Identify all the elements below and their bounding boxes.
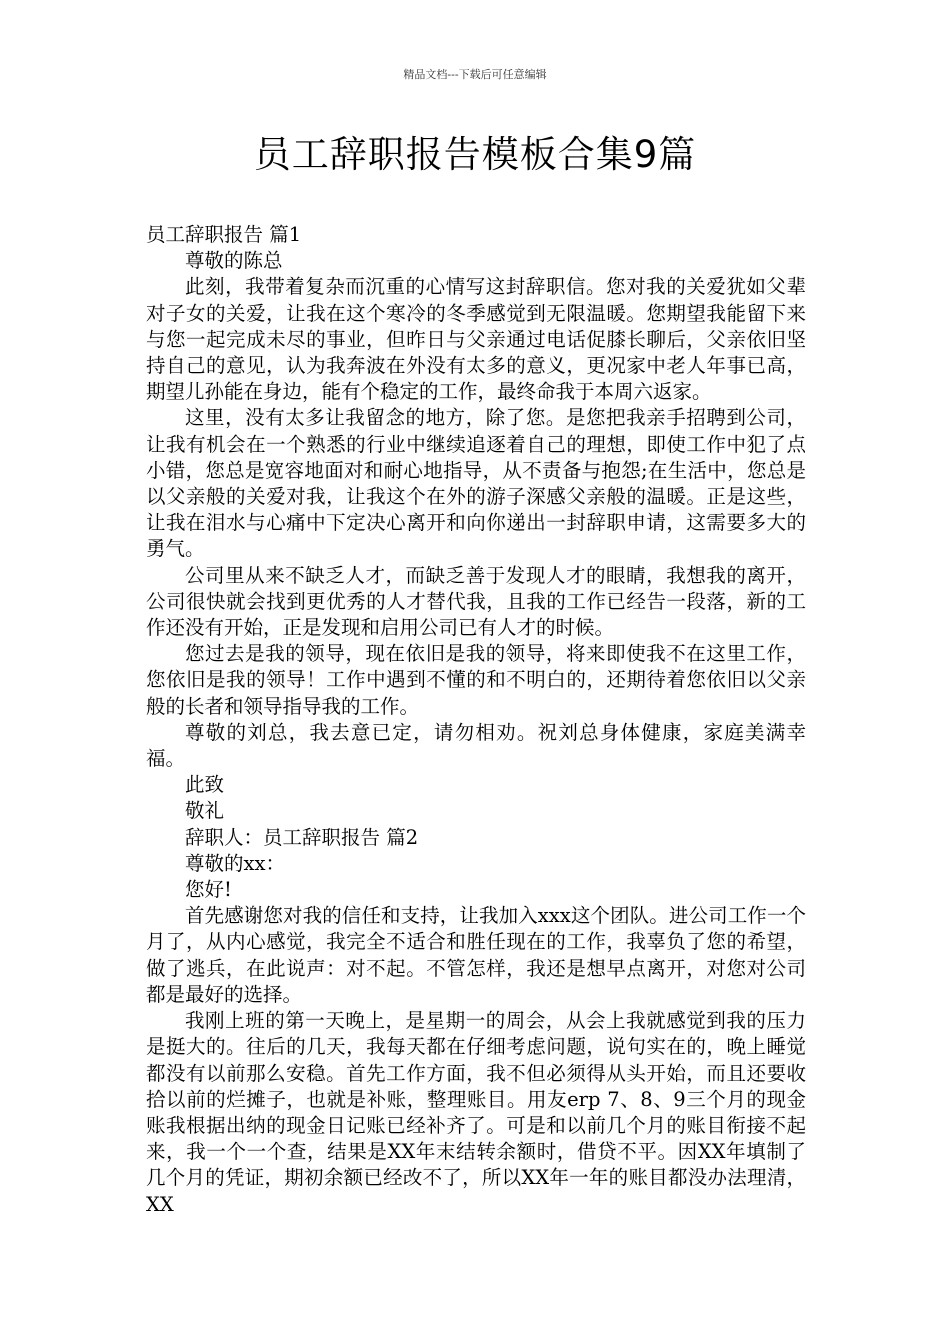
paragraph: 尊敬的刘总，我去意已定，请勿相劝。祝刘总身体健康，家庭美满幸福。 [146,720,806,771]
paragraph: 首先感谢您对我的信任和支持，让我加入xxx这个团队。进公司工作一个月了，从内心感觉，我完全不适合和胜任现在的工作，我辜负了您的希望，做了逃兵，在此说声：对不起。不管怎样，我还是想早点离开，对您对公司都是最好的选择。 [146,904,806,1006]
closing-line: 此致 [185,773,225,797]
document-body [146,222,806,1218]
paragraph: 此刻，我带着复杂而沉重的心情写这封辞职信。您对我的关爱犹如父辈对子女的关爱，让我在这个寒冷的冬季感觉到无限温暖。您期望我能留下来与您一起完成未尽的事业，但昨日与父亲通过电话促膝长聊后，父亲依旧坚持自己的意见，认为我奔波在外没有太多的意义，更况家中老人年事已高，期望儿孙能在身边，能有个稳定的工作，最终命我于本周六返家。 [146,275,806,404]
salutation: 尊敬的陈总 [185,249,283,273]
section-heading: 员工辞职报告 篇1 [146,223,302,246]
document-title: 员工辞职报告模板合集9篇 [253,133,697,176]
paragraph: 您过去是我的领导，现在依旧是我的领导，将来即使我不在这里工作，您依旧是我的领导！工作中遇到不懂的和不明白的，还期待着您依旧以父亲般的长者和领导指导我的工作。 [146,642,806,718]
paragraph: 公司里从来不缺乏人才，而缺乏善于发现人才的眼睛，我想我的离开，公司很快就会找到更优秀的人才替代我，且我的工作已经告一段落，新的工作还没有开始，正是发现和启用公司已有人才的时候。 [146,563,806,640]
paragraph: 这里，没有太多让我留念的地方，除了您。是您把我亲手招聘到公司，让我有机会在一个熟悉的行业中继续追逐着自己的理想，即使工作中犯了点小错，您总是宽容地面对和耐心地指导，从不责备与抱怨;在生活中，您总是以父亲般的关爱对我，让我这个在外的游子深感父亲般的温暖。正是这些，让我在泪水与心痛中下定决心离开和向你递出一封辞职申请，这需要多大的勇气。 [146,406,806,561]
salutation: 尊敬的xx： [185,851,285,875]
signature-and-heading: 辞职人：员工辞职报告 篇2 [185,825,419,849]
paragraph: 我刚上班的第一天晚上，是星期一的周会，从会上我就感觉到我的压力是挺大的。往后的几天，我每天都在仔细考虑问题，说句实在的，晚上睡觉都没有以前那么安稳。首先工作方面，我不但必须得从头开始，而且还要收拾以前的烂摊子，也就是补账，整理账目。用友erp 7、8、9三个月的现金账我根据出纳的现金日记账已经补齐了。可是和以前几个月的账目衔接不起来，我一个一个查，结果是XX年末结转余额时，借贷不平。因XX年填制了几个月的凭证，期初余额已经改不了，所以XX年一年的账目都没办法理清，XX [146,1009,806,1216]
greeting: 您好! [185,878,232,902]
page-header-watermark: 精品文档---下载后可任意编辑 [403,68,547,81]
closing-line: 敬礼 [185,799,225,823]
